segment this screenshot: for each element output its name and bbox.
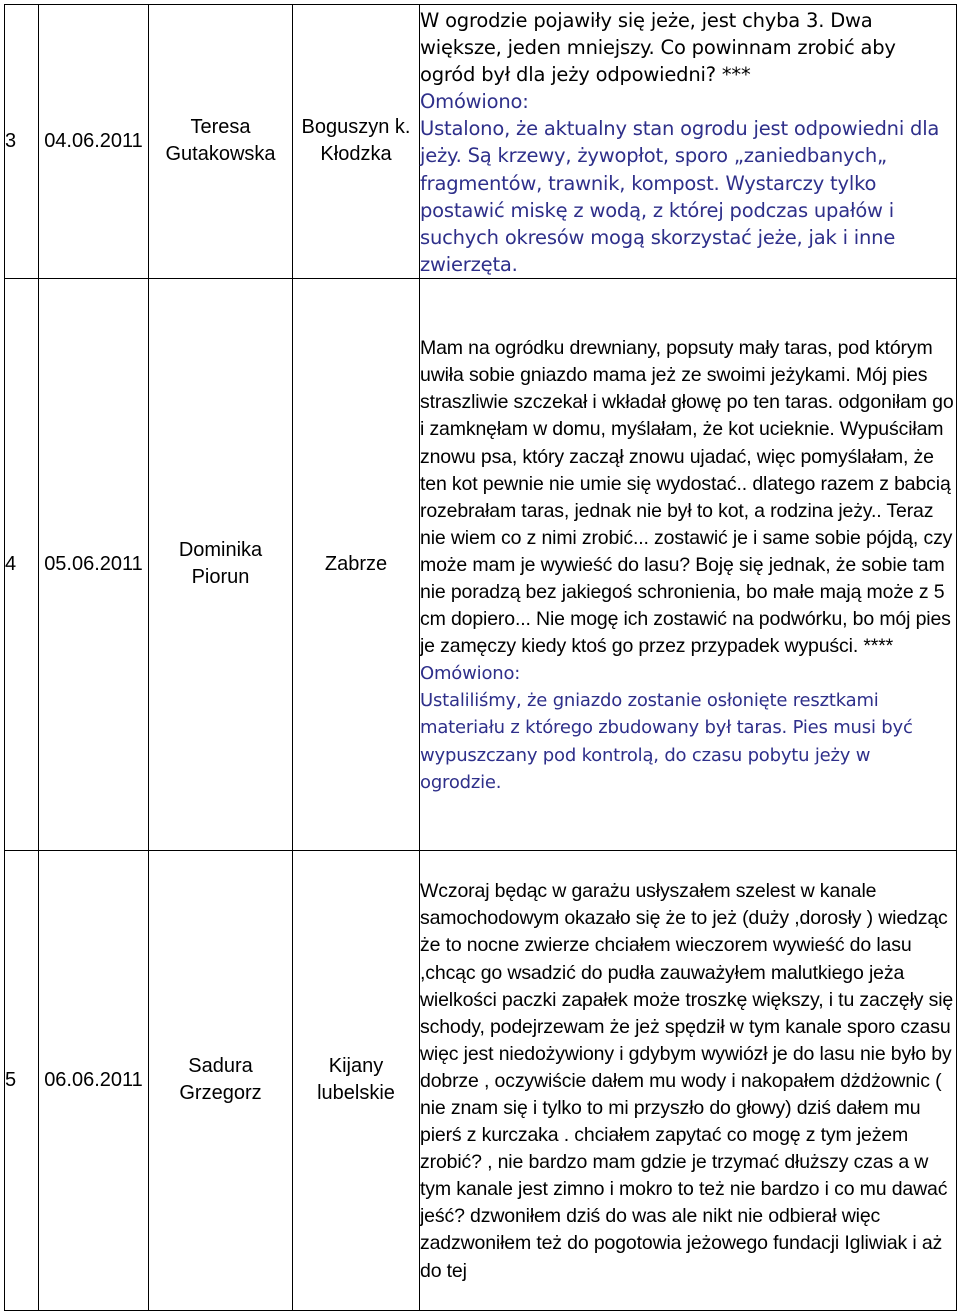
row-person: Dominika Piorun [149, 278, 293, 850]
table-row [5, 850, 957, 1310]
table-row [5, 5, 957, 279]
answer-label: Omówiono: [420, 663, 521, 685]
row-location: Boguszyn k. Kłodzka [293, 5, 420, 279]
row-number: 5 [5, 850, 39, 1310]
row-date: 05.06.2011 [39, 278, 149, 850]
question-text: W ogrodzie pojawiły się jeże, jest chyba 3. Dwa większe, jeden mniejszy. Co powinnam zrobić aby ogród był dla jeży odpowiedni? *** [420, 9, 896, 87]
row-date: 06.06.2011 [39, 850, 149, 1310]
answer-text: Ustaliliśmy, że gniazdo zostanie osłonięte resztkami materiału z którego zbudowany był taras. Pies musi być wypuszczany pod kontrolą, do czasu pobytu jeży w ogrodzie. [420, 690, 913, 793]
row-person: Teresa Gutakowska [149, 5, 293, 279]
row-number: 3 [5, 5, 39, 279]
answer-text: Ustalono, że aktualny stan ogrodu jest odpowiedni dla jeży. Są krzewy, żywopłot, sporo „zaniedbanych„ fragmentów, trawnik, kompost. Wystarczy tylko postawić miskę z wodą, z której podczas upałów i suchych okresów mogą skorzystać jeże, jak i inne zwierzęta. [420, 117, 940, 276]
row-content [420, 5, 957, 279]
question-text: Wczoraj będąc w garażu usłyszałem szelest w kanale samochodowym okazało się że to jeż (duży ,dorosły ) wiedząc że to nocne zwierze chciałem wieczorem wywieść do lasu ,chcąc go wsadzić do pudła zauważyłem malutkiego jeża wielkości paczki zapałek może troszkę większy, i tu zaczęły się schody, podejrzewam że jeż spędził w tym kanale sporo czasu więc jest niedożywiony i gdybym wywiózł je do lasu nie było by dobrze , oczywiście dałem mu wody i nakopałem dżdżownic ( nie znam się i tylko to mi przyszło do głowy) dziś dałem mu pierś z kurczaka . chciałem zapytać co mogę z tym jeżem zrobić? , nie bardzo mam gdzie je trzymać dłuższy czas a w tym kanale jest zimno i mokro to też nie bardzo i co mu dawać jeść? dzwoniłem dziś do was ale nikt nie odbierał więc zadzwoniłem też do pogotowia jeżowego fundacji Igliwiak i aż do tej [420, 880, 954, 1282]
consultation-log-table [4, 4, 957, 1311]
row-location: Zabrze [293, 278, 420, 850]
row-location: Kijany lubelskie [293, 850, 420, 1310]
row-number: 4 [5, 278, 39, 850]
row-content [420, 850, 957, 1310]
row-date: 04.06.2011 [39, 5, 149, 279]
question-text: Mam na ogródku drewniany, popsuty mały taras, pod którym uwiła sobie gniazdo mama jeż ze swoimi jeżykami. Mój pies straszliwie szczekał i wkładał głowę po ten taras. odgoniłam go i zamknęłam w domu, myślałam, że kot ucieknie. Wypuściłam znowu psa, który zaczął znowu ujadać, więc pomyślałam, że ten kot pewnie nie umie się wydostać.. dlatego razem z babcią rozebrałam taras, jednak nie był to kot, a rodzina jeży.. Teraz nie wiem co z nimi zrobić... zostawić je i same sobie pójdą, czy może mam je wywieść do lasu? Boję się jednak, że sobie tam nie poradzą bez jakiegoś schronienia, bo małe mają może z 5 cm dopiero... Nie mogę ich zostawić na podwórku, bo mój pies je zamęczy kiedy ktoś go przez przypadek wypuści. **** [420, 337, 954, 658]
row-content [420, 278, 957, 850]
answer-label: Omówiono: [420, 90, 529, 114]
table-row [5, 278, 957, 850]
row-person: Sadura Grzegorz [149, 850, 293, 1310]
